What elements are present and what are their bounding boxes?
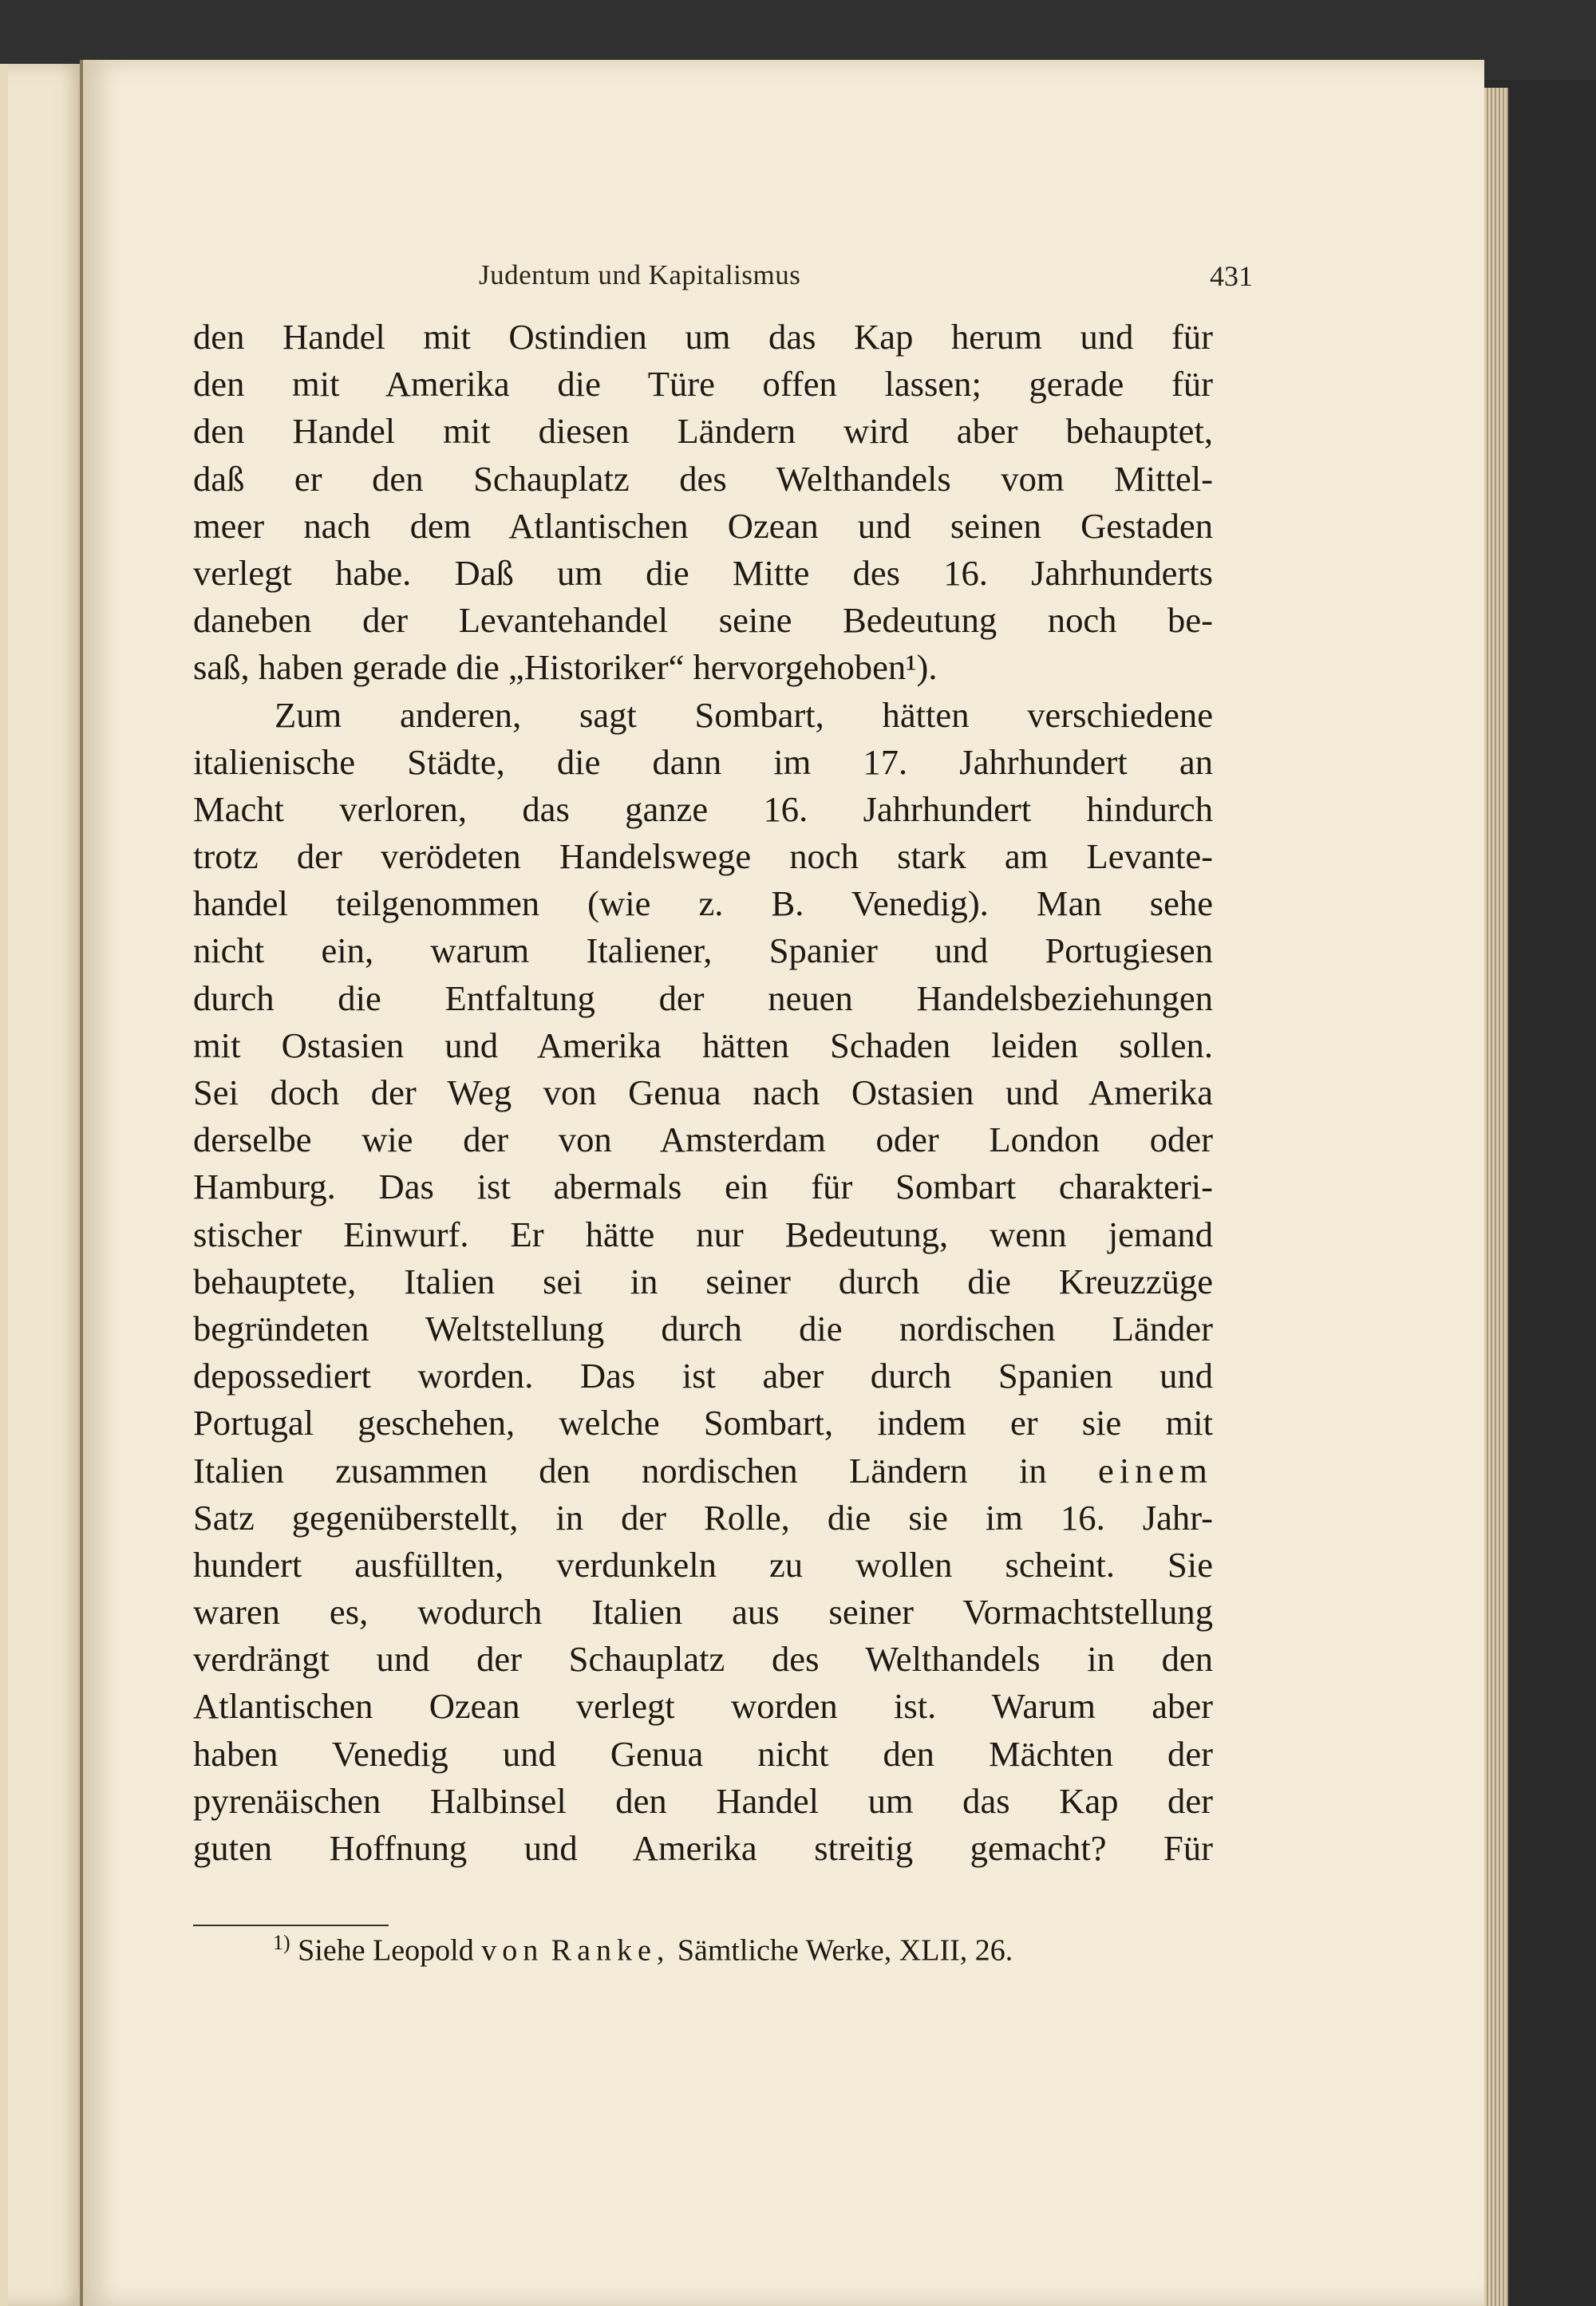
running-header [192,259,1253,291]
paragraph-end-line: saß, haben gerade die „Historiker“ hervorgehoben¹). [193,647,938,688]
footnote-author: Ranke, [551,1933,670,1968]
text-line: Macht verloren, das ganze 16. Jahrhundert hindurch [193,788,1213,829]
text-line: hundert ausfüllten, verdunkeln zu wollen scheint. Sie [193,1544,1213,1585]
text-line: Portugal geschehen, welche Sombart, indem er sie mit [193,1403,1213,1443]
text-line: derselbe wie der von Amsterdam oder London oder [193,1119,1213,1160]
text-line: Satz gegenüberstellt, in der Rolle, die sie im 16. Jahr- [193,1497,1213,1538]
text-line: italienische Städte, die dann im 17. Jahrhundert an [193,741,1213,782]
text-line-start: Italien zusammen den nordischen Ländern in [193,1450,1047,1491]
text-line: durch die Entfaltung der neuen Handelsbeziehungen [193,977,1213,1018]
footnote-prefix: Siehe Leopold [298,1933,474,1968]
text-line: Atlantischen Ozean verlegt worden ist. Warum aber [193,1686,1213,1727]
paragraph-start-line: Zum anderen, sagt Sombart, hätten verschiedene [275,694,1213,735]
text-line: Sei doch der Weg von Genua nach Ostasien und Amerika [193,1072,1213,1112]
running-title: Judentum und Kapitalismus [479,259,801,290]
text-line: haben Venedig und Genua nicht den Mächten der [193,1733,1213,1774]
text-line: daß er den Schauplatz des Welthandels vom Mittel- [193,458,1213,499]
text-line: guten Hoffnung und Amerika streitig gemacht? Für [193,1828,1213,1868]
body-text [193,314,1213,1872]
text-line: verdrängt und der Schauplatz des Welthandels in den [193,1639,1213,1680]
text-line: den mit Amerika die Türe offen lassen; gerade für [193,364,1213,405]
facing-page-margin [0,64,8,2306]
text-line: mit Ostasien und Amerika hätten Schaden leiden sollen. [193,1025,1213,1065]
facing-page-edge [0,64,88,2306]
text-line: verlegt habe. Daß um die Mitte des 16. Jahrhunderts [193,552,1213,593]
footnote [273,1915,1013,1979]
text-line: depossediert worden. Das ist aber durch Spanien und [193,1356,1213,1396]
text-line: pyrenäischen Halbinsel den Handel um das Kap der [193,1780,1213,1821]
text-line: den Handel mit Ostindien um das Kap herum und für [193,317,1213,357]
text-line: meer nach dem Atlantischen Ozean und seinen Gestaden [193,505,1213,546]
text-line: stischer Einwurf. Er hätte nur Bedeutung, wenn jemand [193,1214,1213,1254]
text-line: Hamburg. Das ist abermals ein für Sombart charakteri- [193,1167,1213,1207]
text-line: nicht ein, warum Italiener, Spanier und Portugiesen [193,930,1213,971]
text-line: daneben der Levantehandel seine Bedeutung noch be- [193,600,1213,641]
footnote-suffix: Sämtliche Werke, XLII, 26. [677,1933,1013,1968]
text-line: den Handel mit diesen Ländern wird aber behauptet, [193,411,1213,452]
text-line-with-emphasis [193,1447,1213,1495]
page-number: 431 [1210,260,1253,292]
footnote-mark: 1) [273,1931,290,1954]
text-line: trotz der verödeten Handelswege noch stark am Levante- [193,836,1213,877]
text-line: behauptete, Italien sei in seiner durch die Kreuzzüge [193,1261,1213,1301]
text-line: handel teilgenommen (wie z. B. Venedig). Man sehe [193,883,1213,924]
text-line: begründeten Weltstellung durch die nordischen Länder [193,1308,1213,1348]
emphasized-word: einem [1098,1450,1213,1491]
footnote-von: von [481,1933,544,1968]
book-gutter [80,60,83,2306]
text-line: waren es, wodurch Italien aus seiner Vormachtstellung [193,1592,1213,1633]
